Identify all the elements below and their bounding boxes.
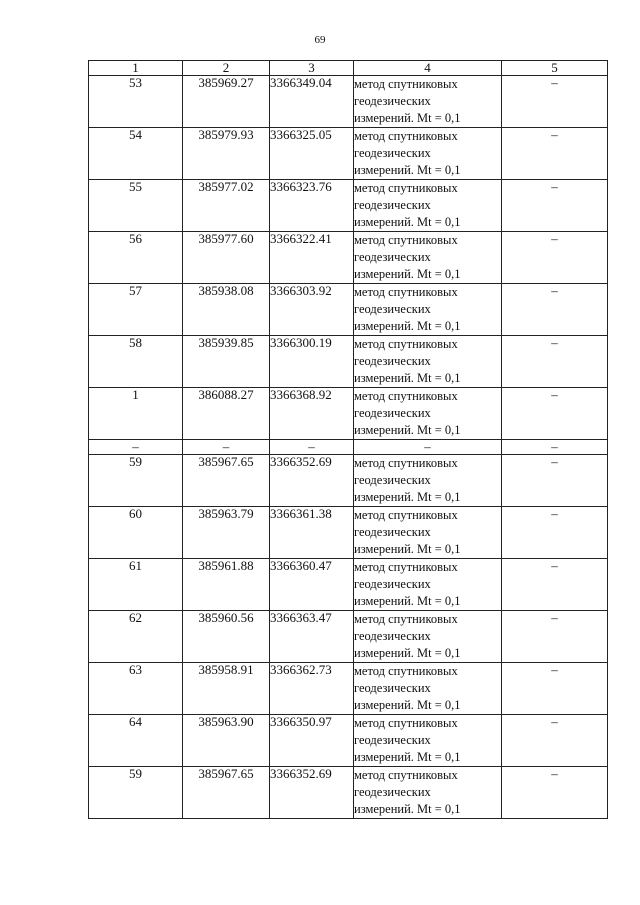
y-coordinate-cell: 3366303.92 [270,284,354,336]
x-coordinate-cell: 385977.02 [183,180,270,232]
point-number-cell: 55 [89,180,183,232]
table-row [89,715,608,767]
table-row [89,767,608,819]
table-row [89,180,608,232]
table-row [89,455,608,507]
method-cell: метод спутниковых геодезических измерений. Mt = 0,1 [354,611,502,663]
method-cell: метод спутниковых геодезических измерений. Mt = 0,1 [354,284,502,336]
point-number-cell: 61 [89,559,183,611]
x-coordinate-cell: 385963.79 [183,507,270,559]
column-header: 5 [502,61,608,76]
method-cell: метод спутниковых геодезических измерений. Mt = 0,1 [354,559,502,611]
table-row [89,284,608,336]
note-cell: – [502,440,608,455]
y-coordinate-cell: 3366322.41 [270,232,354,284]
x-coordinate-cell: 385958.91 [183,663,270,715]
column-header: 3 [270,61,354,76]
coordinates-table [88,60,608,819]
method-cell: метод спутниковых геодезических измерений. Mt = 0,1 [354,180,502,232]
note-cell: – [502,611,608,663]
y-coordinate-cell: 3366323.76 [270,180,354,232]
point-number-cell: 64 [89,715,183,767]
column-header: 1 [89,61,183,76]
x-coordinate-cell: 385969.27 [183,76,270,128]
y-coordinate-cell: 3366363.47 [270,611,354,663]
x-coordinate-cell: 385938.08 [183,284,270,336]
x-coordinate-cell: 385967.65 [183,767,270,819]
table-row [89,232,608,284]
note-cell: – [502,232,608,284]
note-cell: – [502,76,608,128]
note-cell: – [502,663,608,715]
y-coordinate-cell: 3366362.73 [270,663,354,715]
x-coordinate-cell: 385967.65 [183,455,270,507]
page-number: 69 [314,34,326,46]
x-coordinate-cell: 385939.85 [183,336,270,388]
y-coordinate-cell: 3366352.69 [270,455,354,507]
point-number-cell: 59 [89,455,183,507]
method-cell: метод спутниковых геодезических измерений. Mt = 0,1 [354,388,502,440]
note-cell: – [502,284,608,336]
x-coordinate-cell: 385977.60 [183,232,270,284]
point-number-cell: – [89,440,183,455]
y-coordinate-cell: 3366361.38 [270,507,354,559]
method-cell: метод спутниковых геодезических измерений. Mt = 0,1 [354,507,502,559]
y-coordinate-cell: 3366349.04 [270,76,354,128]
table-row [89,507,608,559]
point-number-cell: 58 [89,336,183,388]
y-coordinate-cell: 3366352.69 [270,767,354,819]
table-row [89,663,608,715]
y-coordinate-cell: – [270,440,354,455]
note-cell: – [502,715,608,767]
method-cell: метод спутниковых геодезических измерений. Mt = 0,1 [354,455,502,507]
note-cell: – [502,388,608,440]
column-header: 4 [354,61,502,76]
note-cell: – [502,128,608,180]
table-row [89,76,608,128]
point-number-cell: 62 [89,611,183,663]
method-cell: метод спутниковых геодезических измерений. Mt = 0,1 [354,232,502,284]
method-cell: метод спутниковых геодезических измерений. Mt = 0,1 [354,336,502,388]
x-coordinate-cell: 385961.88 [183,559,270,611]
point-number-cell: 60 [89,507,183,559]
table-row [89,128,608,180]
note-cell: – [502,559,608,611]
point-number-cell: 54 [89,128,183,180]
column-header: 2 [183,61,270,76]
method-cell: метод спутниковых геодезических измерений. Mt = 0,1 [354,76,502,128]
point-number-cell: 59 [89,767,183,819]
note-cell: – [502,767,608,819]
point-number-cell: 1 [89,388,183,440]
point-number-cell: 53 [89,76,183,128]
method-cell: метод спутниковых геодезических измерений. Mt = 0,1 [354,715,502,767]
y-coordinate-cell: 3366360.47 [270,559,354,611]
method-cell: метод спутниковых геодезических измерений. Mt = 0,1 [354,767,502,819]
note-cell: – [502,455,608,507]
table-row [89,388,608,440]
note-cell: – [502,336,608,388]
note-cell: – [502,180,608,232]
note-cell: – [502,507,608,559]
point-number-cell: 63 [89,663,183,715]
x-coordinate-cell: – [183,440,270,455]
x-coordinate-cell: 385963.90 [183,715,270,767]
point-number-cell: 57 [89,284,183,336]
y-coordinate-cell: 3366300.19 [270,336,354,388]
y-coordinate-cell: 3366325.05 [270,128,354,180]
x-coordinate-cell: 385979.93 [183,128,270,180]
table-separator-row [89,440,608,455]
table-row [89,559,608,611]
table-row [89,336,608,388]
y-coordinate-cell: 3366368.92 [270,388,354,440]
table-header-row [89,61,608,76]
x-coordinate-cell: 386088.27 [183,388,270,440]
method-cell: – [354,440,502,455]
x-coordinate-cell: 385960.56 [183,611,270,663]
method-cell: метод спутниковых геодезических измерений. Mt = 0,1 [354,663,502,715]
point-number-cell: 56 [89,232,183,284]
method-cell: метод спутниковых геодезических измерений. Mt = 0,1 [354,128,502,180]
table-row [89,611,608,663]
y-coordinate-cell: 3366350.97 [270,715,354,767]
